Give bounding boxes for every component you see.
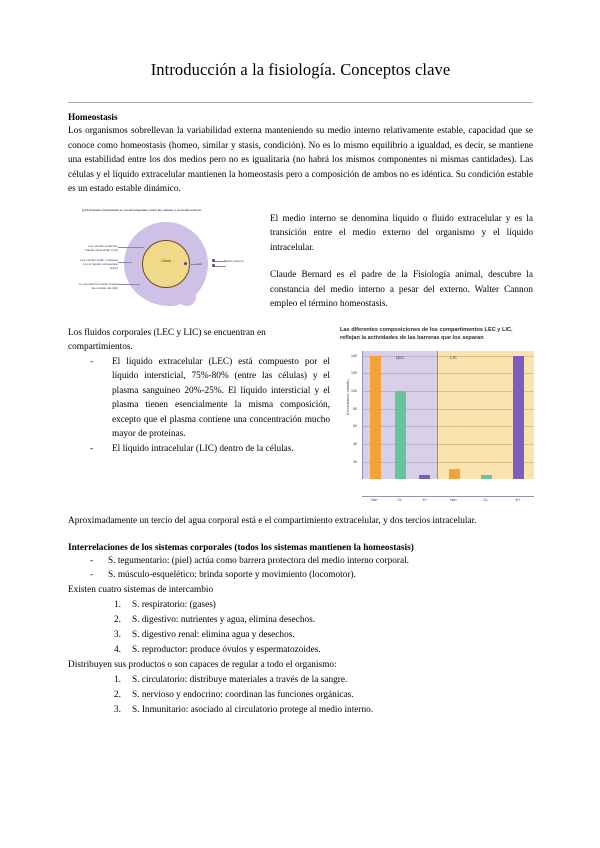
- list-item: S. digestivo renal: elimina agua y desechos.: [132, 629, 295, 640]
- list-item: - El líquido intracelular (LIC) dentro de la células.: [90, 442, 330, 457]
- figure-label-external-medium: Medio externo: [224, 258, 244, 263]
- chart-baseline: [362, 496, 534, 497]
- distribute-systems-list: [68, 673, 533, 719]
- list-item: S. nervioso y endocrino: coordinan las funciones orgánicas.: [132, 690, 354, 701]
- marker-dot: [212, 264, 215, 267]
- side-paragraph-2: Claude Bernard es el padre de la Fisiología animal, descubre la constancia del medio interno a pesar del externo. Walter Cannon empleo el término homeostasis.: [270, 270, 533, 309]
- marker-dot: [212, 259, 215, 262]
- list-item: S. reproductor: produce óvulos y espermatozoides.: [132, 645, 321, 656]
- chart-y-tick: 80: [353, 406, 357, 411]
- chart-x-tick: Cl-: [483, 498, 489, 503]
- chart-bar: [481, 475, 492, 479]
- figure-label-intracellular: Las células contienen líquido intracelular (LIC): [85, 243, 118, 253]
- chart-bars-region: [362, 351, 534, 479]
- leader-line: [118, 247, 144, 248]
- chart-x-group-lec: [362, 498, 438, 502]
- chart-y-tick: 120: [351, 371, 357, 376]
- chart-x-tick: K+: [422, 498, 428, 503]
- chart-x-tick: Cl-: [397, 498, 403, 503]
- chart-y-tick: 100: [351, 389, 357, 394]
- exchange-intro: Existen cuatro sistemas de intercambio: [68, 584, 214, 595]
- list-item: S. Inmunitario: asociado al circulatorio protege al medio interno.: [132, 705, 374, 716]
- fluids-and-chart-row: [68, 326, 533, 502]
- homeostasis-paragraph: Los organismos sobrellevan la variabilidad externa manteniendo su medio interno relativamente estable, capacidad que se conoce como homeostasis (homeo, similar y stasis, condición). No es lo mismo equilibrio a igualdad, es decir, se mantiene una estabilidad entre los dos medios pero no es igualitaria (no habrá los mismos componentes ni mismas cantidades). Las células y el líquido extracelular mantienen la homeostasis pero a composición de ambos no es idéntica. Su condición estable es un estado estable dinámico.: [68, 126, 533, 195]
- leader-line: [214, 266, 226, 267]
- page-title: Introducción a la fisiología. Conceptos clave: [150, 60, 451, 79]
- side-paragraph-1: El medio interno se denomina líquido o fluido extracelular y es la transición entre el medio externo del organismo y el líquido intracelular.: [270, 213, 533, 253]
- exchange-systems-list: [68, 598, 533, 659]
- title-divider: [68, 102, 533, 103]
- list-item: S. digestivo: nutrientes y agua, elimina desechos.: [132, 614, 316, 625]
- chart-y-tick: 40: [353, 442, 357, 447]
- leader-line: [189, 264, 201, 265]
- thirds-paragraph: Aproximadamente un tercio del agua corporal está e el compartimiento extracelular, y dos tercios intracelular.: [68, 516, 477, 527]
- chart-x-tick: K+: [515, 498, 521, 503]
- chart-bar: [395, 391, 406, 479]
- chart-x-tick: Na+: [450, 498, 458, 503]
- section-heading-interrelations: Interrelaciones de los sistemas corporales (todos los sistemas mantienen la homeostasis): [68, 542, 414, 553]
- chart-panel-label-lec: LEC: [395, 355, 405, 361]
- leader-line: [214, 261, 226, 262]
- composition-bar-chart: [338, 326, 534, 502]
- figure-and-text-row: [68, 206, 533, 314]
- figure-label-lec: LEC: [196, 261, 203, 266]
- chart-bar: [370, 356, 381, 480]
- figure-side-text: [264, 206, 533, 311]
- cell-shape: [142, 240, 190, 288]
- chart-y-tick: 20: [353, 459, 357, 464]
- chart-bar: [449, 469, 460, 480]
- chart-title: Las diferentes composiciones de los compartimentos LEC y LIC, reflejan la actividades de las barreras que los separan: [340, 326, 513, 342]
- marker-dot: [184, 262, 187, 265]
- chart-panel-label-lic: LIC: [450, 355, 458, 361]
- chart-bar: [419, 475, 430, 479]
- cell-label: Célula: [161, 258, 171, 263]
- extracellular-fluid-tail: [178, 282, 196, 306]
- leader-line: [118, 284, 140, 285]
- chart-x-axis: [338, 498, 534, 502]
- figure-label-membrane: La membrana celular separa las células del LEC: [78, 281, 118, 291]
- figure-label-extracellular: Las células están rodeadas por el líquido extracelular (LEC): [80, 257, 118, 271]
- chart-y-axis-ticks: [338, 351, 360, 479]
- chart-panel-lic: [438, 351, 534, 479]
- list-item: - El líquido extracelular (LEC) está compuesto por el líquido intersticial, 75%-80% (entre las células) y el plasma sanguíneo 20%-25%. El líquido intersticial y el plasma tienen esencialmente la misma composición, excepto que el plasma contiene una concentración mucho mayor de proteínas.: [90, 355, 330, 442]
- chart-bar: [513, 356, 524, 480]
- cell-diagram-figure: [68, 206, 264, 314]
- chart-plot-area: [338, 351, 534, 497]
- fluids-text-block: [68, 326, 330, 457]
- distribute-intro: Distribuyen sus productos o son capaces de regular a todo el organismo:: [68, 660, 337, 671]
- chart-container: [330, 326, 534, 502]
- fluids-intro: Los fluidos corporales (LEC y LIC) se encuentran en compartimientos.: [68, 327, 266, 353]
- chart-x-tick: Na+: [371, 498, 378, 503]
- fluids-bullet-list: [68, 355, 330, 457]
- chart-panel-lec: [363, 351, 438, 479]
- interrelations-bullet-list: [68, 554, 533, 583]
- chart-x-group-lic: [438, 498, 534, 502]
- list-item: S. respiratorio: (gases): [132, 599, 216, 610]
- list-item: - S. tegumentario: (piel) actúa como barrera protectora del medio interno corporal.: [90, 554, 533, 569]
- page-content: [68, 60, 533, 719]
- chart-y-tick: 60: [353, 424, 357, 429]
- figure-caption: (a) El líquido extracelular es un amortiguador entre las células y el medio externo: [82, 207, 202, 212]
- list-item: S. circulatorio: distribuye materiales a través de la sangre.: [132, 674, 348, 685]
- chart-y-axis-label: Concentración (mmol/L): [346, 379, 350, 416]
- section-heading-homeostasis: Homeostasis: [68, 113, 118, 123]
- chart-y-tick: 140: [351, 353, 357, 358]
- leader-line: [118, 262, 132, 263]
- list-item: - S. músculo-esquelético: brinda soporte y movimiento (locomotor).: [90, 568, 533, 583]
